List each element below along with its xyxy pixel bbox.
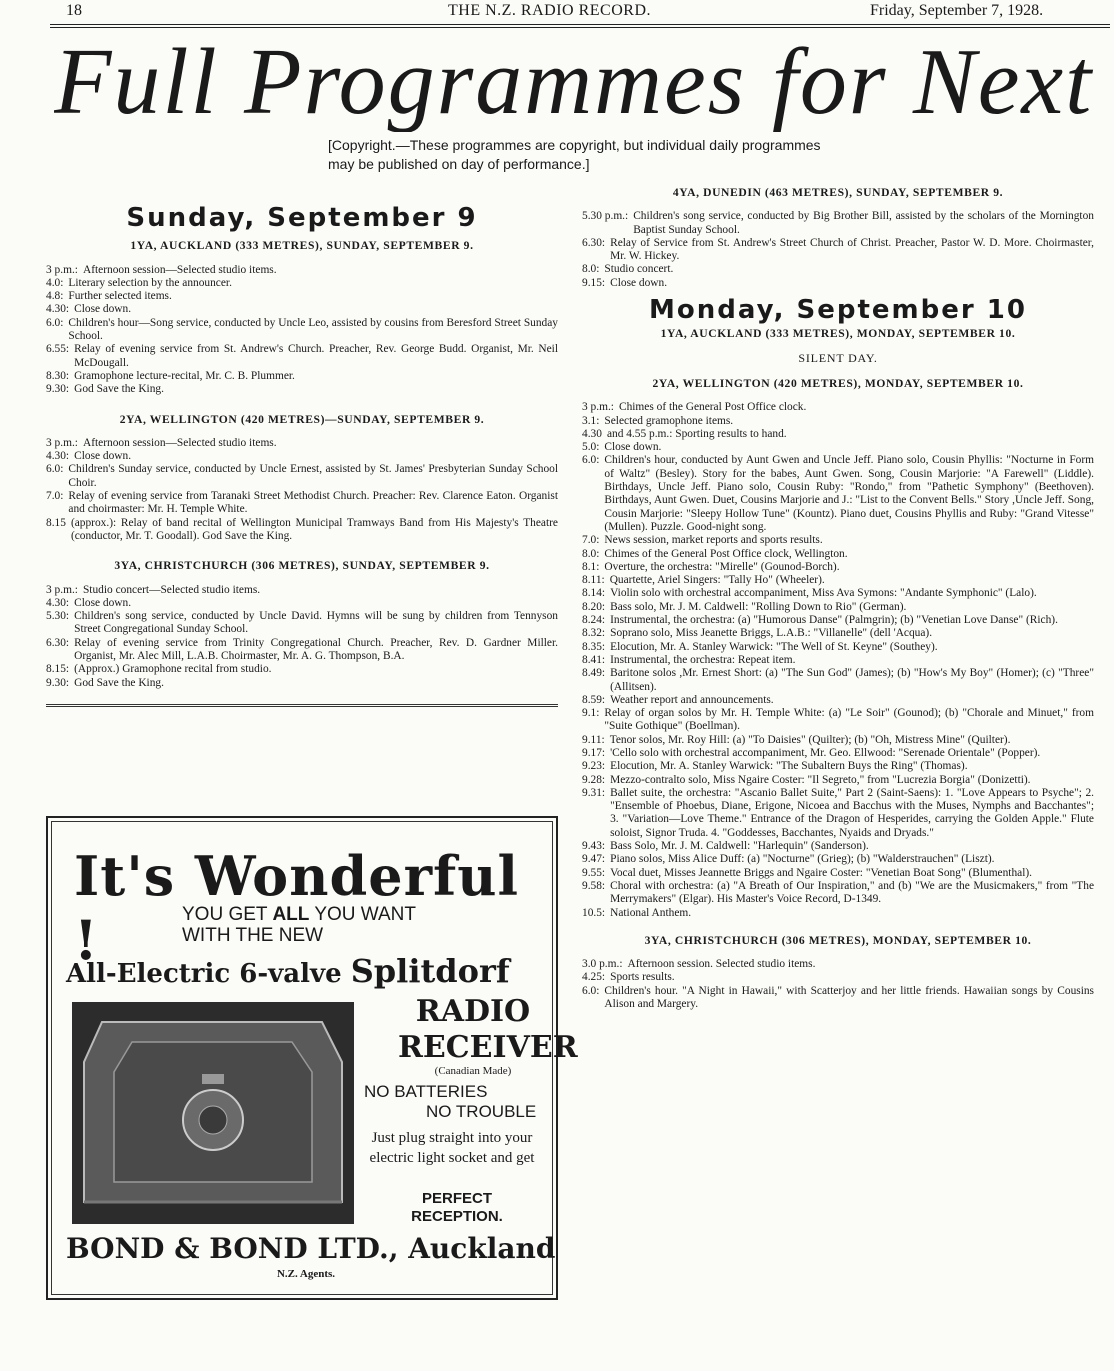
- programme-item: [46, 450, 558, 463]
- advert-model: All-Electric 6-valve: [66, 959, 342, 989]
- programme-description: Violin solo with orchestral accompaniment, Miss Ava Symons: "Andante Symphonic" (Lalo).: [610, 587, 1037, 600]
- programme-time: 8.0:: [582, 547, 600, 560]
- programme-item: [582, 415, 1094, 428]
- advert-sub3: WITH THE NEW: [182, 925, 324, 946]
- programme-time: 5.30:: [46, 610, 70, 623]
- programme-time: 8.32:: [582, 627, 606, 640]
- programme-description: News session, market reports and sports results.: [604, 534, 823, 547]
- programme-description: God Save the King.: [74, 383, 164, 396]
- programme-item: [46, 663, 558, 676]
- programme-item: [582, 534, 1094, 547]
- programme-time: 4.8:: [46, 290, 64, 303]
- programme-time: 9.43:: [582, 840, 606, 853]
- page-number: 18: [66, 2, 82, 19]
- left-column: [46, 203, 558, 715]
- header-rule: [50, 24, 1110, 25]
- programme-item: [46, 370, 558, 383]
- programme-item: [46, 277, 558, 290]
- advert-perfect-reception: PERFECT RECEPTION.: [411, 1190, 503, 1225]
- programme-item: [582, 627, 1094, 640]
- advert-headline: It's Wonderful !: [74, 844, 520, 972]
- station-heading-1ya-monday: 1YA, AUCKLAND (333 METRES), MONDAY, SEPTEMBER 10.: [660, 327, 1016, 341]
- programme-item: [582, 985, 1094, 1012]
- programme-description: Weather report and announcements.: [610, 693, 774, 706]
- programme-item: [582, 401, 1094, 414]
- programme-list-4ya-sunday: [582, 210, 1094, 290]
- programme-time: 9.31:: [582, 786, 606, 799]
- advert-sub2: YOU WANT: [314, 904, 417, 925]
- programme-item: [582, 867, 1094, 880]
- programme-list-3ya-sunday: [46, 584, 558, 690]
- programme-time: 3 p.m.:: [46, 263, 78, 276]
- programme-description: Literary selection by the announcer.: [68, 276, 232, 289]
- programme-description: Relay of Service from St. Andrew's Street Church of Christ. Preacher, Pastor W. D. More. Choirmaster, Mr. W. Hickey.: [610, 236, 1094, 263]
- programme-time: 9.23:: [582, 760, 606, 773]
- programme-time: 8.49:: [582, 667, 606, 680]
- programme-item: [582, 734, 1094, 747]
- programme-item: [46, 584, 558, 597]
- programme-description: Elocution, Mr. A. Stanley Warwick: "The Well of St. Keyne" (Southey).: [610, 640, 938, 653]
- programme-list-2ya-monday: [582, 401, 1094, 920]
- programme-description: Children's song service, conducted by Big Brother Bill, assisted by the scholars of the Mornington Baptist Sunday School.: [633, 210, 1094, 236]
- programme-description: Children's hour. "A Night in Hawaii," with Scatterjoy and her little friends. Hawaiian songs by Cousins Alison and Margery.: [604, 984, 1094, 1011]
- programme-description: Children's Sunday service, conducted by Uncle Ernest, assisted by St. James' Presbyterian Sunday School Choir.: [68, 463, 558, 489]
- advert-radio: RADIO: [415, 994, 531, 1029]
- issue-date: Friday, September 7, 1928.: [870, 2, 1044, 19]
- programme-time: 8.59:: [582, 693, 606, 706]
- advert-model-line: [66, 952, 546, 990]
- programme-time: 8.1:: [582, 560, 600, 573]
- programme-description: Ballet suite, the orchestra: "Ascanio Ballet Suite," Part 2 (Saint-Saens): 1. "Love Appears to Psyche"; 2. "Ensemble of Phoebus, Diane, Erigone, Nicoea and Bacchus with the Muses, Nymphs and Bacchantes"; 3. "Variation—Love Theme." Entrance of the Dragon of Hesperides, carrying the Golden Apple." Flute soloist, Signor Truda. 4. "Goddesses, Bacchantes, Nyaids and Dryads.": [610, 786, 1094, 839]
- programme-time: 7.0:: [582, 534, 600, 547]
- programme-description: Children's hour—Song service, conducted by Uncle Leo, assisted by cousins from Beresford Street Sunday School.: [68, 316, 558, 343]
- programme-item: [46, 677, 558, 690]
- programme-description: (approx.): Relay of band recital of Wellington Municipal Tramways Band from His Majesty's Theatre (conductor, Mr. T. Goodall). God Save the King.: [70, 516, 558, 542]
- advert-canadian-made: (Canadian Made): [434, 1065, 512, 1077]
- programme-description: Instrumental, the orchestra: Repeat item.: [610, 653, 796, 666]
- programme-item: [46, 383, 558, 396]
- programme-time: 9.30:: [46, 383, 70, 396]
- programme-description: Further selected items.: [68, 290, 172, 303]
- programme-item: [582, 237, 1094, 264]
- programme-time: 4.30:: [46, 596, 70, 609]
- station-heading-3ya-sunday: 3YA, CHRISTCHURCH (306 METRES), SUNDAY, SEPTEMBER 9.: [114, 559, 490, 573]
- column-divider: [46, 704, 558, 707]
- advert-agents: N.Z. Agents.: [276, 1268, 336, 1280]
- programme-description: Soprano solo, Miss Jeanette Briggs, L.A.B.: "Villanelle" (dell 'Acqua).: [610, 627, 933, 640]
- programme-item: [46, 517, 558, 544]
- programme-list-1ya-sunday: [46, 264, 558, 397]
- programme-time: 6.0:: [46, 463, 64, 476]
- programme-description: Studio concert.: [604, 263, 674, 276]
- programme-description: Studio concert—Selected studio items.: [82, 583, 261, 596]
- programme-item: [582, 907, 1094, 920]
- programme-item: [582, 971, 1094, 984]
- programme-time: 6.30:: [582, 236, 606, 249]
- advert-sub-all: ALL: [272, 904, 310, 925]
- advert-plug-text: Just plug straight into your electric light socket and get: [369, 1130, 535, 1166]
- programme-time: 3 p.m.:: [46, 583, 78, 596]
- programme-time: 3 p.m.:: [46, 436, 78, 449]
- programme-description: Chimes of the General Post Office clock.: [618, 401, 807, 414]
- programme-item: [46, 610, 558, 637]
- programme-time: 10.5:: [582, 906, 606, 919]
- programme-item: [582, 707, 1094, 734]
- programme-item: [582, 958, 1094, 971]
- programme-item: [582, 853, 1094, 866]
- programme-time: 9.17:: [582, 746, 606, 759]
- programme-time: 6.0:: [582, 984, 600, 997]
- monday-heading: Monday, September 10: [649, 295, 1027, 326]
- programme-time: 9.58:: [582, 879, 606, 892]
- programme-item: [582, 601, 1094, 614]
- programme-description: Quartette, Ariel Singers: "Tally Ho" (Wheeler).: [609, 574, 825, 587]
- programme-time: 6.55:: [46, 343, 70, 356]
- programme-list-3ya-monday: [582, 958, 1094, 1011]
- programme-time: 7.0:: [46, 490, 64, 503]
- programme-time: 3.1:: [582, 414, 600, 427]
- programme-time: 8.35:: [582, 640, 606, 653]
- publication-title: THE N.Z. RADIO RECORD.: [448, 2, 651, 19]
- programme-description: Chimes of the General Post Office clock, Wellington.: [604, 547, 848, 560]
- programme-description: Relay of organ solos by Mr. H. Temple White: (a) "Le Soir" (Gounod); (b) "Chorale and Minuet," from "Suite Gothique" (Boellman).: [604, 707, 1094, 733]
- programme-description: and 4.55 p.m.: Sporting results to hand.: [606, 427, 787, 440]
- programme-description: Afternoon session. Selected studio items.: [627, 958, 816, 971]
- programme-item: [582, 441, 1094, 454]
- programme-time: 8.15:: [46, 663, 70, 676]
- programme-item: [582, 880, 1094, 907]
- programme-item: [582, 587, 1094, 600]
- programme-time: 6.30:: [46, 636, 70, 649]
- programme-description: Vocal duet, Misses Jeannette Briggs and Ngaire Coster: "Venetian Boat Song" (Blumenthal).: [610, 866, 1033, 879]
- programme-item: [582, 454, 1094, 534]
- programme-time: 9.28:: [582, 773, 606, 786]
- silent-day-note: SILENT DAY.: [798, 350, 878, 365]
- programme-description: Sports results.: [610, 971, 675, 984]
- programme-time: 9.11:: [582, 733, 605, 746]
- programme-item: [582, 428, 1094, 441]
- programme-item: [582, 561, 1094, 574]
- splitdorf-advertisement: [46, 816, 578, 1300]
- programme-description: Gramophone lecture-recital, Mr. C. B. Plummer.: [74, 369, 295, 382]
- programme-item: [46, 317, 558, 344]
- programme-item: [46, 264, 558, 277]
- programme-time: 5.0:: [582, 441, 600, 454]
- programme-time: 8.24:: [582, 614, 606, 627]
- programme-time: 4.30:: [46, 450, 70, 463]
- programme-time: 9.47:: [582, 853, 606, 866]
- programme-description: Elocution, Mr. A. Stanley Warwick: "The Subaltern Buys the Ring" (Thomas).: [610, 760, 968, 773]
- programme-description: Baritone solos ,Mr. Ernest Short: (a) "The Sun God" (James); (b) "How's My Boy" (Homer); (c) "Three" (Allitsen).: [610, 667, 1094, 693]
- programme-time: 6.0:: [46, 316, 64, 329]
- page-header: [60, 2, 1100, 24]
- programme-time: 9.55:: [582, 866, 606, 879]
- programme-description: (Approx.) Gramophone recital from studio.: [74, 663, 272, 676]
- programme-description: Close down.: [604, 441, 662, 454]
- programme-item: [582, 574, 1094, 587]
- programme-description: Close down.: [610, 276, 668, 289]
- advert-subheading: [182, 904, 416, 946]
- programme-description: Relay of evening service from Trinity Congregational Church. Preacher, Rev. D. Gardner Miller. Organist, Mr. Alec Mill, L.A.B. Choirmaster, Mr. A. G. Thompson, B.A.: [74, 636, 558, 663]
- programme-description: Relay of evening service from St. Andrew's Church. Preacher, Rev. George Budd. Organist, Mr. Neil McDougall.: [74, 343, 558, 369]
- advert-receiver: RECEIVER: [398, 1030, 578, 1065]
- programme-description: Bass solo, Mr. J. M. Caldwell: "Rolling Down to Rio" (German).: [610, 600, 907, 613]
- programme-item: [46, 490, 558, 517]
- programme-item: [582, 277, 1094, 290]
- programme-time: 6.0:: [582, 454, 600, 467]
- programme-item: [582, 210, 1094, 237]
- programme-description: Afternoon session—Selected studio items.: [82, 263, 277, 276]
- programme-item: [46, 597, 558, 610]
- advert-radio-label: [398, 994, 578, 1066]
- programme-item: [582, 548, 1094, 561]
- programme-item: [46, 463, 558, 490]
- programme-description: Close down.: [74, 450, 132, 463]
- programme-item: [582, 641, 1094, 654]
- programme-item: [582, 840, 1094, 853]
- station-heading-4ya-sunday: 4YA, DUNEDIN (463 METRES), SUNDAY, SEPTEMBER 9.: [672, 186, 1004, 199]
- programme-time: 8.14:: [582, 587, 606, 600]
- programme-item: [46, 637, 558, 664]
- programme-description: Bass Solo, Mr. J. M. Caldwell: "Harlequin" (Sanderson).: [610, 840, 869, 853]
- programme-description: Selected gramophone items.: [604, 414, 734, 427]
- header-rule-thin: [50, 27, 1110, 28]
- programme-time: 3.0 p.m.:: [582, 958, 623, 971]
- advert-no-trouble: NO TROUBLE: [426, 1102, 537, 1121]
- programme-time: 9.30:: [46, 676, 70, 689]
- programme-item: [582, 747, 1094, 760]
- programme-description: Instrumental, the orchestra: (a) "Humorous Danse" (Palmgrin); (b) "Venetian Love Danse" (Rich).: [610, 614, 1058, 627]
- programme-item: [582, 694, 1094, 707]
- programme-time: 4.0:: [46, 276, 64, 289]
- programme-time: 8.20:: [582, 600, 606, 613]
- programme-item: [582, 654, 1094, 667]
- programme-time: 8.0:: [582, 263, 600, 276]
- programme-description: National Anthem.: [610, 906, 692, 919]
- programme-description: Children's song service, conducted by Uncle David. Hymns will be sung by children from Tennyson Street Congregational Sunday School.: [74, 610, 558, 636]
- programme-description: Children's hour, conducted by Aunt Gwen and Uncle Jeff. Piano solo, Cousin Phyllis: "Nocturne in Form of Waltz" (Besley). Story for the babes, Aunt Gwen. Song, Cousin Marjorie: "A Farewell" (Liddle). Birthdays, Uncle Jeff. Piano solo, Cousin Ruby: "Rondo," from "Pathetic Symphony" (Beethoven). Birthdays, Aunt Gwen. Duet, Cousins Marjorie and J.: "List to the Convent Bells." Story ,Uncle Jeff. Song, Cousin Marjorie: "Sleepy Hollow Tune" (Kountz). Piano duet, Cousins Phyllis and Ruby: "Grand Vitesse" (Mullen). Puzzle. Good-night song.: [604, 454, 1094, 533]
- copyright-notice: [Copyright.—These programmes are copyright, but individual daily programmes may be published on day of performance.]: [328, 137, 821, 172]
- programme-item: [582, 760, 1094, 773]
- programme-description: God Save the King.: [74, 676, 164, 689]
- advert-no-batteries: NO BATTERIES: [364, 1082, 488, 1101]
- programme-item: [46, 303, 558, 316]
- station-heading-3ya-monday: 3YA, CHRISTCHURCH (306 METRES), MONDAY, SEPTEMBER 10.: [644, 933, 1032, 947]
- programme-item: [582, 667, 1094, 694]
- programme-description: Close down.: [74, 596, 132, 609]
- advert-sub1: YOU GET: [182, 904, 268, 925]
- programme-list-2ya-sunday: [46, 437, 558, 543]
- programme-time: 9.15:: [582, 276, 606, 289]
- sunday-heading: Sunday, September 9: [126, 203, 478, 233]
- programme-time: 3 p.m.:: [582, 401, 614, 414]
- advert-company: BOND & BOND LTD., Auckland: [66, 1232, 556, 1265]
- banner-title: Full Programmes for Next: [54, 32, 1094, 132]
- programme-time: 4.30: [582, 427, 602, 440]
- programme-description: Choral with orchestra: (a) "A Breath of Our Inspiration," and (b) "We are the Musicmakers," from "The Merrymakers" (Elgar). His Master's Voice Record, D-1349.: [610, 879, 1094, 906]
- programme-item: [46, 437, 558, 450]
- programme-time: 5.30 p.m.:: [582, 210, 629, 223]
- programme-time: 8.41:: [582, 653, 606, 666]
- programme-time: 8.15: [46, 516, 66, 529]
- programme-description: Close down.: [74, 303, 132, 316]
- programme-description: Tenor solos, Mr. Roy Hill: (a) "To Daisies" (Quilter); (b) "Oh, Mistress Mine" (Quilter).: [609, 733, 1011, 746]
- programme-item: [582, 614, 1094, 627]
- programme-description: 'Cello solo with orchestral accompaniment, Mr. Geo. Ellwood: "Serenade Orientale" (Popper).: [610, 746, 1041, 759]
- programme-item: [582, 787, 1094, 840]
- station-heading-2ya-monday: 2YA, WELLINGTON (420 METRES), MONDAY, SEPTEMBER 10.: [652, 376, 1024, 390]
- programme-description: Overture, the orchestra: "Mirelle" (Gounod-Borch).: [604, 560, 840, 573]
- station-heading-1ya-sunday: 1YA, AUCKLAND (333 METRES), SUNDAY, SEPTEMBER 9.: [130, 239, 474, 253]
- programme-item: [582, 263, 1094, 276]
- programme-description: Afternoon session—Selected studio items.: [82, 436, 277, 449]
- programme-description: Relay of evening service from Taranaki Street Methodist Church. Preacher: Rev. Clarence Eaton. Organist and choirmaster: Mr. H. Temple White.: [68, 490, 558, 516]
- programme-item: [46, 343, 558, 370]
- advert-brand: Splitdorf: [350, 952, 510, 990]
- programme-description: Mezzo-contralto solo, Miss Ngaire Coster: "Il Segreto," from "Lucrezia Borgia" (Donizetti).: [610, 773, 1031, 786]
- radio-receiver-image: [72, 1002, 354, 1224]
- programme-time: 8.11:: [582, 574, 605, 587]
- advert-frame: [51, 821, 578, 1295]
- programme-time: 9.1:: [582, 707, 600, 720]
- programme-item: [46, 290, 558, 303]
- programme-time: 4.30:: [46, 303, 70, 316]
- right-column: [582, 186, 1094, 1011]
- station-heading-2ya-sunday: 2YA, WELLINGTON (420 METRES)—SUNDAY, SEPTEMBER 9.: [119, 412, 485, 426]
- programme-item: [582, 774, 1094, 787]
- programme-description: Piano solos, Miss Alice Duff: (a) "Nocturne" (Grieg); (b) "Walderstrauchen" (Liszt).: [610, 853, 995, 866]
- advert-no-batteries-block: [364, 1082, 554, 1122]
- programme-time: 4.25:: [582, 971, 606, 984]
- programme-time: 8.30:: [46, 369, 70, 382]
